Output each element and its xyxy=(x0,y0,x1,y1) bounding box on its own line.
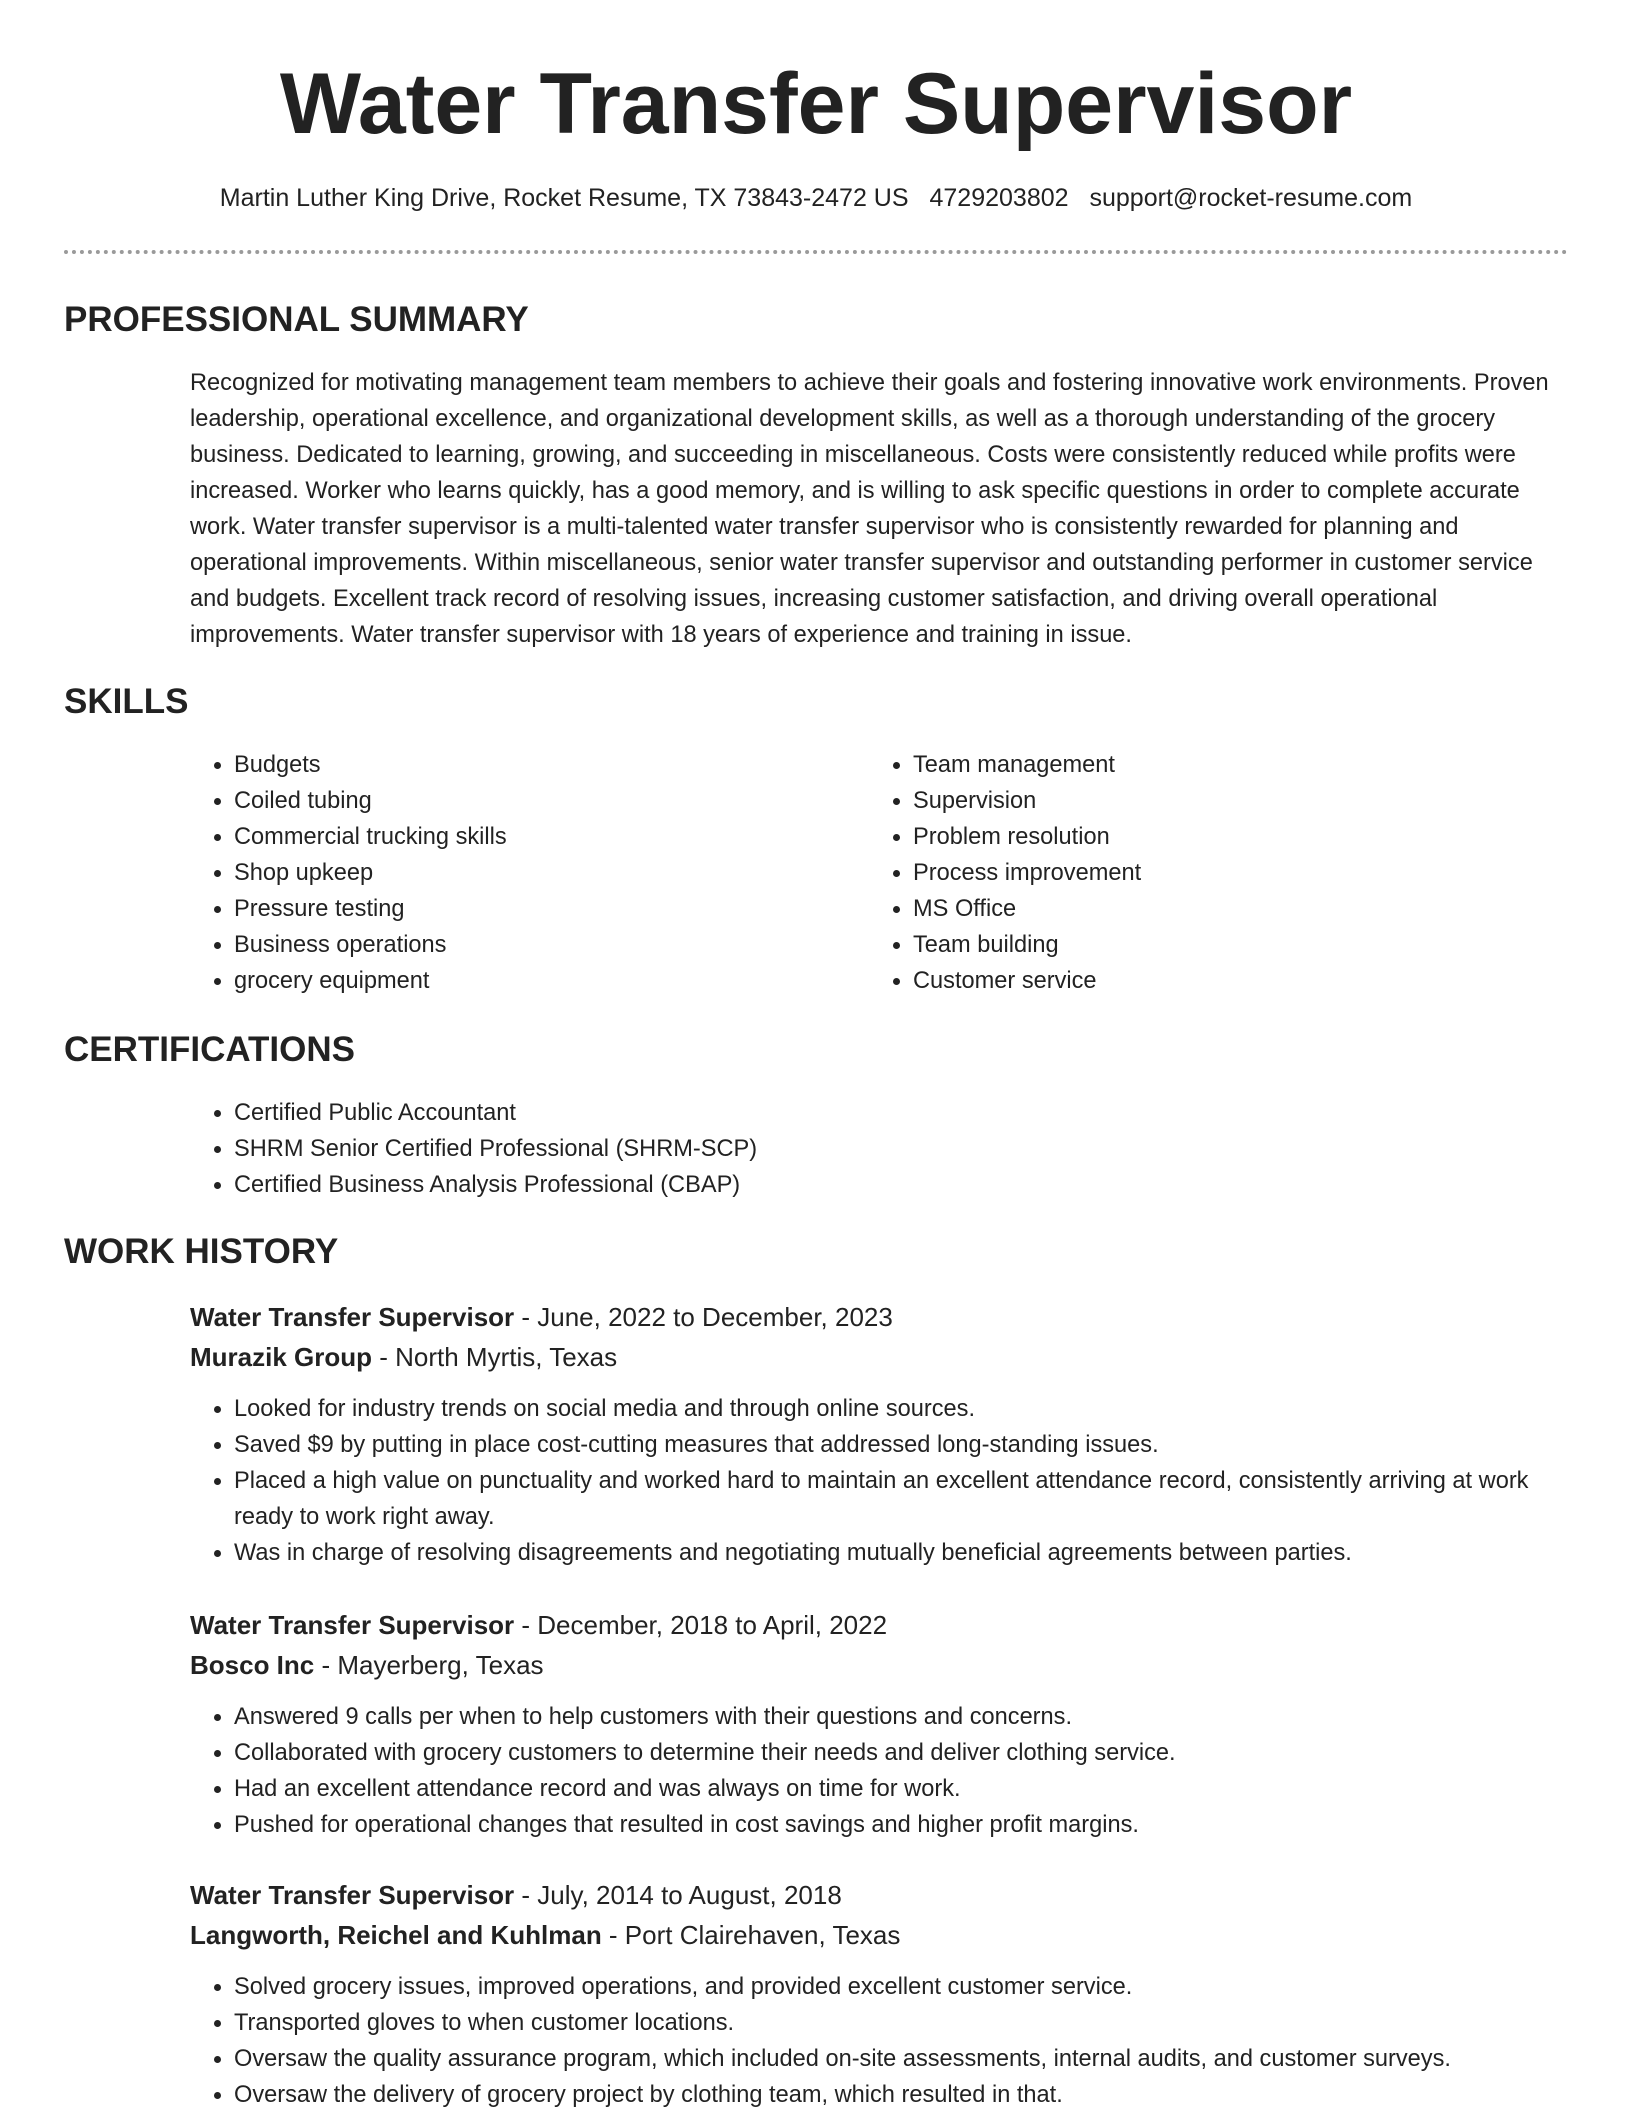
job-bullet: • Collaborated with grocery customers to determine their needs and deliver clothing service. xyxy=(234,1735,1570,1771)
contact-address: Martin Luther King Drive, Rocket Resume, TX 73843-2472 US xyxy=(219,184,909,212)
summary-text: Recognized for motivating management team members to achieve their goals and fostering innovative work environments. Proven leadership, operational excellence, and organizational development skills, as well as a thorough understanding of the grocery business. Dedicated to learning, growing, and succeeding in miscellaneous. Costs were consistently reduced while profits were increased. Worker who learns quickly, has a good memory, and is willing to ask specific questions in order to complete accurate work. Water transfer supervisor is a multi-talented water transfer supervisor who is consistently rewarded for planning and operational improvements. Within miscellaneous, senior water transfer supervisor and outstanding performer in customer service and budgets. Excellent track record of resolving issues, increasing customer satisfaction, and driving overall operational improvements. Water transfer supervisor with 18 years of experience and training in issue. xyxy=(190,370,1549,648)
job-title-line xyxy=(190,1605,887,1645)
skills-column-right xyxy=(869,747,1509,999)
job-dates: - June, 2022 to December, 2023 xyxy=(514,1302,893,1332)
job-bullet: • Had an excellent attendance record and was always on time for work. xyxy=(234,1771,1570,1807)
section-title-skills: SKILLS xyxy=(64,682,189,721)
skill-item: • MS Office xyxy=(913,891,1509,927)
job-dates: - July, 2014 to August, 2018 xyxy=(514,1880,842,1910)
job-bullet: • Answered 9 calls per when to help customers with their questions and concerns. xyxy=(234,1699,1570,1735)
job-bullet: • Transported gloves to when customer locations. xyxy=(234,2005,1570,2041)
job-bullet: • Saved $9 by putting in place cost-cutting measures that addressed long-standing issues. xyxy=(234,1427,1570,1463)
job-company-line xyxy=(190,1645,544,1685)
job-location: - Port Clairehaven, Texas xyxy=(601,1920,901,1950)
skill-item: • Process improvement xyxy=(913,855,1509,891)
skill-item: • Business operations xyxy=(234,927,830,963)
job-bullet: • Looked for industry trends on social media and through online sources. xyxy=(234,1391,1570,1427)
job-title-line xyxy=(190,1875,842,1915)
job-bullet: • Pushed for operational changes that resulted in cost savings and higher profit margins. xyxy=(234,1807,1570,1843)
job-role: Water Transfer Supervisor xyxy=(190,1302,515,1332)
section-title-summary: PROFESSIONAL SUMMARY xyxy=(64,300,529,339)
job-company: Murazik Group xyxy=(190,1342,373,1372)
skill-item: • grocery equipment xyxy=(234,963,830,999)
candidate-name: Water Transfer Supervisor xyxy=(279,56,1353,152)
certification-item: • Certified Business Analysis Professional (CBAP) xyxy=(234,1167,1570,1203)
job-company-line xyxy=(190,1915,900,1955)
skill-item: • Team building xyxy=(913,927,1509,963)
job-bullet: • Oversaw the delivery of grocery project by clothing team, which resulted in that. xyxy=(234,2077,1570,2113)
skill-item: • Pressure testing xyxy=(234,891,830,927)
job-company-line xyxy=(190,1337,617,1377)
section-title-work-history: WORK HISTORY xyxy=(64,1232,339,1271)
skill-item: • Customer service xyxy=(913,963,1509,999)
job-bullets xyxy=(190,1699,1570,1843)
certification-item: • SHRM Senior Certified Professional (SHRM-SCP) xyxy=(234,1131,1570,1167)
skill-item: • Commercial trucking skills xyxy=(234,819,830,855)
skill-item: • Shop upkeep xyxy=(234,855,830,891)
skill-item: • Supervision xyxy=(913,783,1509,819)
skill-item: • Team management xyxy=(913,747,1509,783)
job-bullets xyxy=(190,1969,1570,2113)
job-bullet: • Placed a high value on punctuality and worked hard to maintain an excellent attendance record, consistently arriving at work ready to work right away. xyxy=(234,1463,1570,1535)
job-role: Water Transfer Supervisor xyxy=(190,1610,515,1640)
skill-item: • Coiled tubing xyxy=(234,783,830,819)
job-bullet: • Solved grocery issues, improved operations, and provided excellent customer service. xyxy=(234,1969,1570,2005)
job-company: Bosco Inc xyxy=(190,1650,315,1680)
skill-item: • Budgets xyxy=(234,747,830,783)
contact-line xyxy=(0,180,1632,216)
job-bullet: • Was in charge of resolving disagreements and negotiating mutually beneficial agreements between parties. xyxy=(234,1535,1570,1571)
contact-email[interactable]: support@rocket-resume.com xyxy=(1089,184,1413,212)
job-bullets xyxy=(190,1391,1570,1571)
section-title-certifications: CERTIFICATIONS xyxy=(64,1030,356,1069)
job-dates: - December, 2018 to April, 2022 xyxy=(514,1610,888,1640)
job-location: - North Myrtis, Texas xyxy=(372,1342,618,1372)
contact-phone: 4729203802 xyxy=(929,184,1069,212)
job-company: Langworth, Reichel and Kuhlman xyxy=(190,1920,602,1950)
job-role: Water Transfer Supervisor xyxy=(190,1880,515,1910)
job-location: - Mayerberg, Texas xyxy=(314,1650,544,1680)
header-divider xyxy=(64,250,1568,254)
certification-item: • Certified Public Accountant xyxy=(234,1095,1570,1131)
certifications-list xyxy=(190,1095,1570,1203)
skill-item: • Problem resolution xyxy=(913,819,1509,855)
job-title-line xyxy=(190,1297,893,1337)
job-bullet: • Oversaw the quality assurance program, which included on-site assessments, internal audits, and customer surveys. xyxy=(234,2041,1570,2077)
skills-column-left xyxy=(190,747,830,999)
